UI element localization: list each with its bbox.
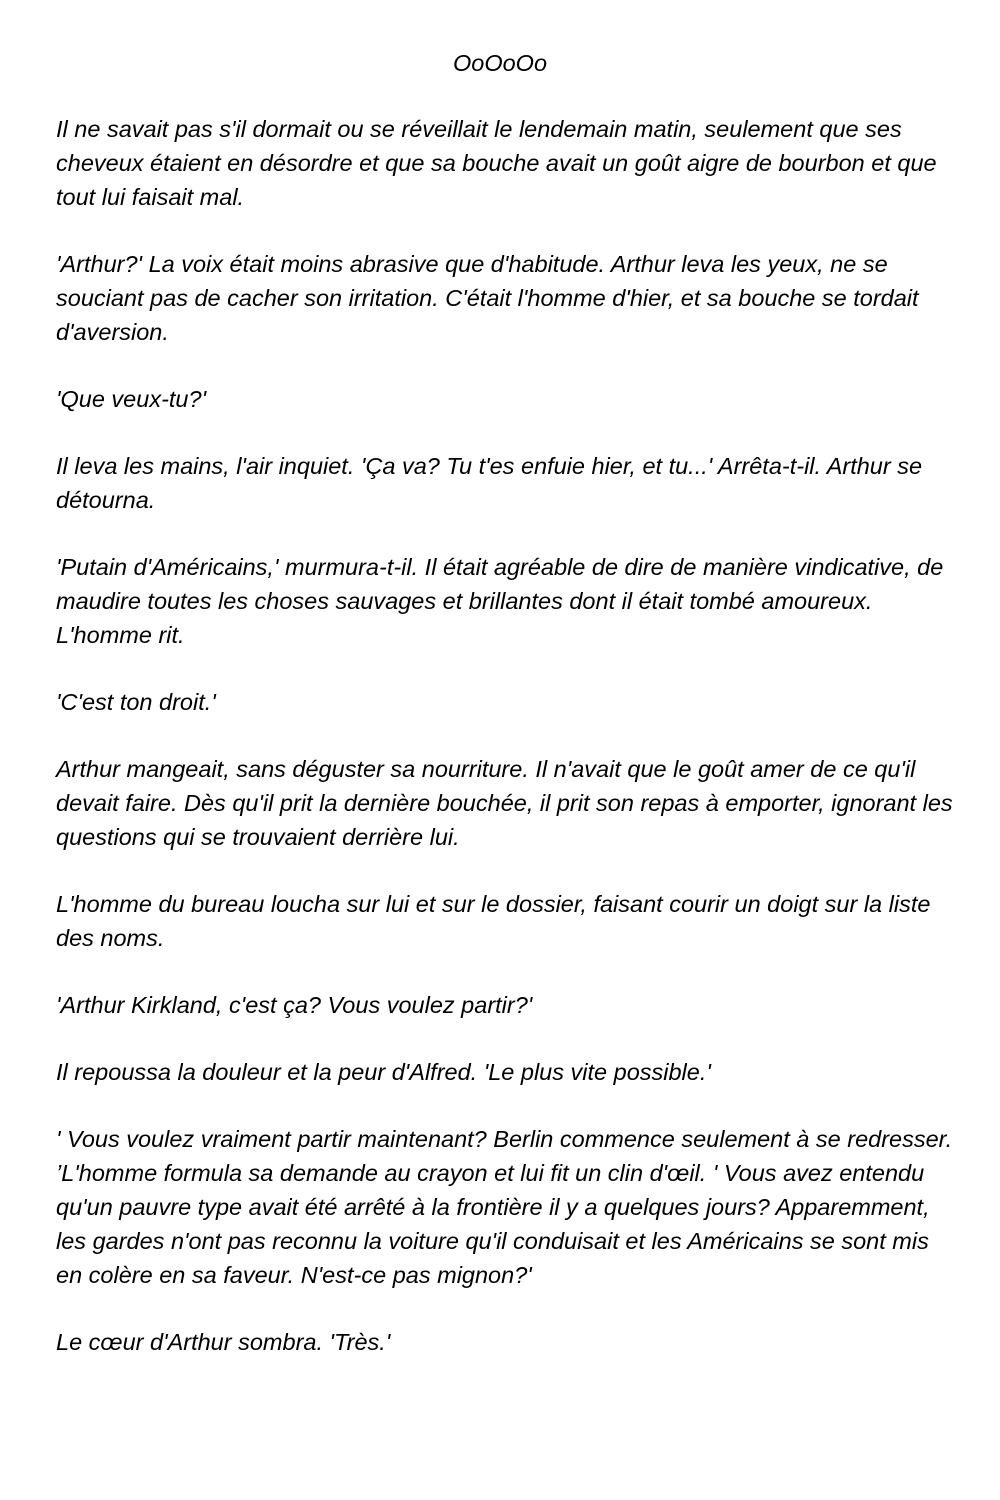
paragraph-5: 'Putain d'Américains,' murmura-t-il. Il était agréable de dire de manière vindicative, de maudire toutes les choses sauvages et brillantes dont il était tombé amoureux. L'homme rit. [56,554,944,648]
body-text [56,112,956,1392]
paragraph-3: 'Que veux-tu?' [56,386,207,412]
paragraph-11: ' Vous voulez vraiment partir maintenant? Berlin commence seulement à se redresser. ’L'homme formula sa demande au crayon et lui fit un clin d'œil. ' Vous avez entendu qu'un pauvre type avait été arrêté à la frontière il y a quelques jours? Apparemment, les gardes n'ont pas reconnu la voiture qu'il conduisait et les Américains se sont mis en colère en sa faveur. N'est-ce pas mignon?' [56,1126,953,1288]
paragraph-10: Il repoussa la douleur et la peur d'Alfred. 'Le plus vite possible.' [56,1059,711,1085]
paragraph-2: 'Arthur?' La voix était moins abrasive que d'habitude. Arthur leva les yeux, ne se souciant pas de cacher son irritation. C'était l'homme d'hier, et sa bouche se tordait d'aversion. [56,251,919,345]
paragraph-4: Il leva les mains, l'air inquiet. 'Ça va? Tu t'es enfuie hier, et tu...' Arrêta-t-il. Arthur se détourna. [56,453,923,513]
paragraph-9: 'Arthur Kirkland, c'est ça? Vous voulez partir?' [56,992,533,1018]
paragraph-8: L'homme du bureau loucha sur lui et sur le dossier, faisant courir un doigt sur la liste des noms. [56,891,931,951]
paragraph-1: Il ne savait pas s'il dormait ou se réveillait le lendemain matin, seulement que ses cheveux étaient en désordre et que sa bouche avait un goût aigre de bourbon et que tout lui faisait mal. [56,116,937,210]
paragraph-12: Le cœur d'Arthur sombra. 'Très.' [56,1329,391,1355]
section-separator: OoOoOo [452,50,548,76]
paragraph-7: Arthur mangeait, sans déguster sa nourriture. Il n'avait que le goût amer de ce qu'il devait faire. Dès qu'il prit la dernière bouchée, il prit son repas à emporter, ignorant les questions qui se trouvaient derrière lui. [56,756,953,850]
paragraph-6: 'C'est ton droit.' [56,689,216,715]
